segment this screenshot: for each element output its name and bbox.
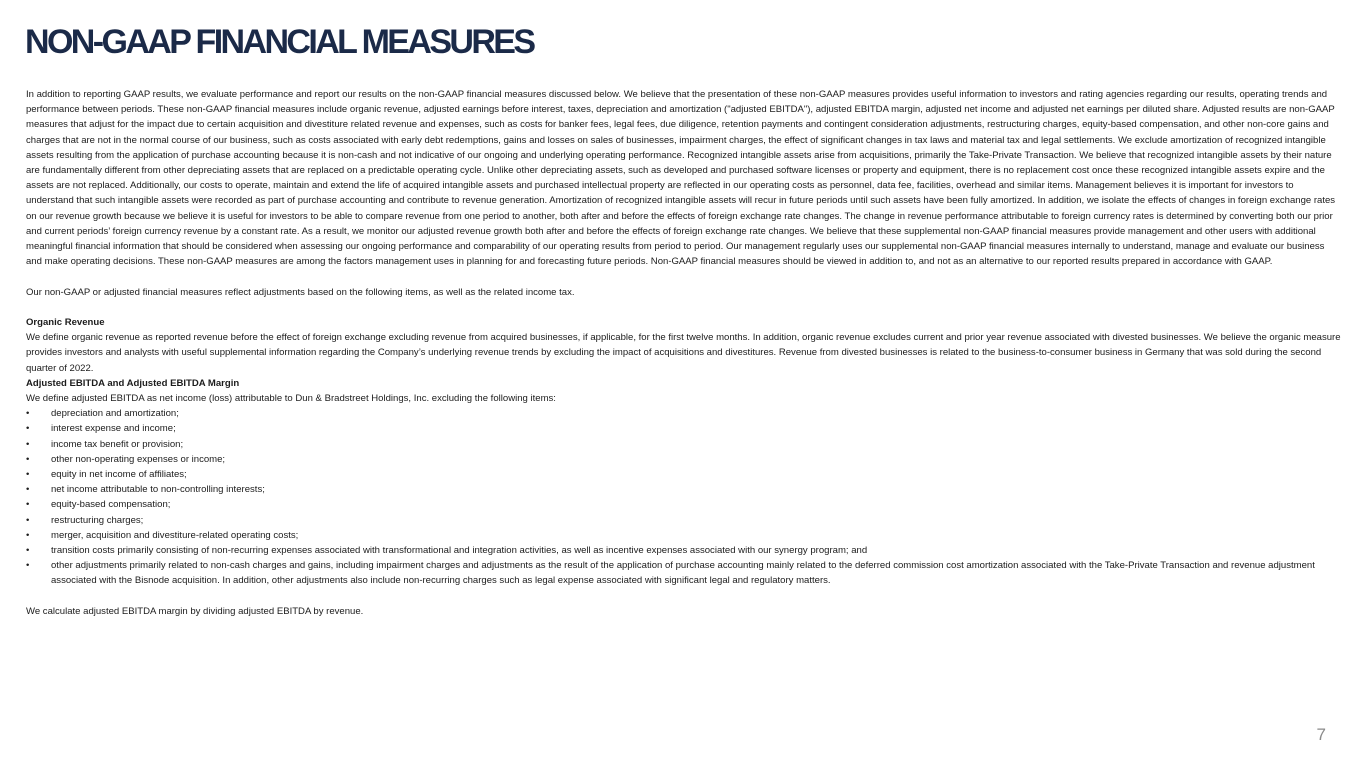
list-item [26, 528, 1342, 543]
bullet-icon: • [26, 529, 30, 541]
bullet-icon: • [26, 499, 30, 511]
bullet-icon: • [26, 514, 30, 526]
list-item [26, 482, 1342, 497]
bullet-icon: • [26, 469, 30, 481]
list-item [26, 497, 1342, 512]
bullet-icon: • [26, 484, 30, 496]
bullet-icon: • [26, 545, 30, 557]
body-content [26, 87, 1342, 619]
bullet-icon: • [26, 453, 30, 465]
list-item [26, 452, 1342, 467]
adjusted-ebitda-intro: We define adjusted EBITDA as net income (loss) attributable to Dun & Bradstreet Holdings, Inc. excluding the following items: [26, 393, 556, 405]
list-item-text: equity-based compensation; [51, 499, 171, 511]
organic-revenue-paragraph: We define organic revenue as reported revenue before the effect of foreign exchange excluding revenue from acquired businesses, if applicable, for the first twelve months. In addition, organic revenue excludes current and prior year revenue associated with divested businesses. We believe the organic measure provides investors and analysts with useful supplemental information regarding the Company’s underlying revenue trends by excluding the impact of acquisitions and divestitures. Revenue from divested businesses is related to the business-to-consumer business in Germany that was sold during the second quarter of 2022. [26, 332, 1341, 374]
adjustments-note: Our non-GAAP or adjusted financial measures reflect adjustments based on the following items, as well as the related income tax. [26, 286, 575, 298]
list-item [26, 421, 1342, 436]
bullet-icon: • [26, 438, 30, 450]
list-item [26, 513, 1342, 528]
list-item-text: net income attributable to non-controlling interests; [51, 484, 265, 496]
list-item [26, 558, 1342, 588]
page-title: NON-GAAP FINANCIAL MEASURES [25, 23, 534, 61]
list-item-text: other non-operating expenses or income; [51, 453, 226, 465]
list-item [26, 406, 1342, 421]
intro-paragraph: In addition to reporting GAAP results, we evaluate performance and report our results on the non-GAAP financial measures discussed below. We believe that the presentation of these non-GAAP measures provides useful information to investors and rating agencies regarding our results, operating trends and performance between periods. These non-GAAP financial measures include organic revenue, adjusted earnings before interest, taxes, depreciation and amortization ("adjusted EBITDA"), adjusted EBITDA margin, adjusted net income and adjusted net earnings per diluted share. Adjusted results are non-GAAP measures that adjust for the impact due to certain acquisition and divestiture related revenue and expenses, such as costs for banker fees, legal fees, due diligence, retention payments and contingent consideration adjustments, restructuring charges, equity-based compensation, and other non-core gains and charges that are not in the normal course of our business, such as costs associated with early debt redemptions, gains and losses on sales of businesses, impairment charges, the effect of significant changes in tax laws and material tax and legal settlements. We exclude amortization of recognized intangible assets resulting from the application of purchase accounting because it is non-cash and not indicative of our ongoing and underlying operating performance. Recognized intangible assets arise from acquisitions, primarily the Take-Private Transaction. We believe that recognized intangible assets by their nature are fundamentally different from other depreciating assets that are replaced on a predictable operating cycle. Unlike other depreciating assets, such as developed and purchased software licenses or property and equipment, there is no replacement cost once these recognized intangible assets expire and the assets are not replaced. Additionally, our costs to operate, maintain and extend the life of acquired intangible assets and purchased intellectual property are reflected in our operating costs as personnel, data fee, facilities, overhead and similar items. Management believes it is important for investors to understand that such intangible assets were recorded as part of purchase accounting and contribute to revenue generation. Amortization of recognized intangible assets will recur in future periods until such assets have been fully amortized. In addition, we isolate the effects of changes in foreign exchange rates on our revenue growth because we believe it is useful for investors to be able to compare revenue from one period to another, both after and before the effects of foreign exchange rate changes. The change in revenue performance attributable to foreign currency rates is determined by converting both our prior and current periods’ foreign currency revenue by a constant rate. As a result, we monitor our adjusted revenue growth both after and before the effects of foreign exchange rate changes. We believe that these supplemental non-GAAP financial measures provide management and other users with additional meaningful financial information that should be considered when assessing our ongoing performance and comparability of our operating results from period to period. Our management regularly uses our supplemental non-GAAP financial measures internally to understand, manage and evaluate our business and make operating decisions. These non-GAAP measures are among the factors management uses in planning for and forecasting future periods. Non-GAAP financial measures should be viewed in addition to, and not as an alternative to our reported results prepared in accordance with GAAP. [26, 89, 1336, 268]
list-item-text: transition costs primarily consisting of non-recurring expenses associated with transformational and integration activities, as well as incentive expenses associated with our synergy program; and [51, 545, 868, 557]
spacer [26, 269, 1342, 284]
list-item-text: interest expense and income; [51, 423, 176, 435]
list-item-text: restructuring charges; [51, 514, 144, 526]
adjustment-items-list [26, 406, 1342, 588]
ebitda-margin-note: We calculate adjusted EBITDA margin by dividing adjusted EBITDA by revenue. [26, 605, 364, 617]
adjusted-ebitda-heading: Adjusted EBITDA and Adjusted EBITDA Margin [26, 377, 240, 389]
list-item [26, 543, 1342, 558]
list-item-text: other adjustments primarily related to non-cash charges and gains, including impairment charges and adjustments as the result of the application of purchase accounting mainly related to the deferred commission cost amortization associated with the Take-Private Transaction and revenue adjustment associated with the Bisnode acquisition. In addition, other adjustments also include non-recurring charges such as legal expense associated with significant legal and regulatory matters. [51, 560, 1315, 587]
bullet-icon: • [26, 423, 30, 435]
list-item-text: depreciation and amortization; [51, 408, 179, 420]
list-item-text: equity in net income of affiliates; [51, 469, 187, 481]
bullet-icon: • [26, 408, 30, 420]
list-item [26, 467, 1342, 482]
page-number: 7 [1316, 725, 1326, 744]
list-item-text: income tax benefit or provision; [51, 438, 184, 450]
bullet-icon: • [26, 560, 30, 572]
list-item-text: merger, acquisition and divestiture-related operating costs; [51, 529, 299, 541]
list-item [26, 437, 1342, 452]
organic-revenue-heading: Organic Revenue [26, 317, 105, 329]
spacer [26, 300, 1342, 315]
spacer [26, 589, 1342, 604]
